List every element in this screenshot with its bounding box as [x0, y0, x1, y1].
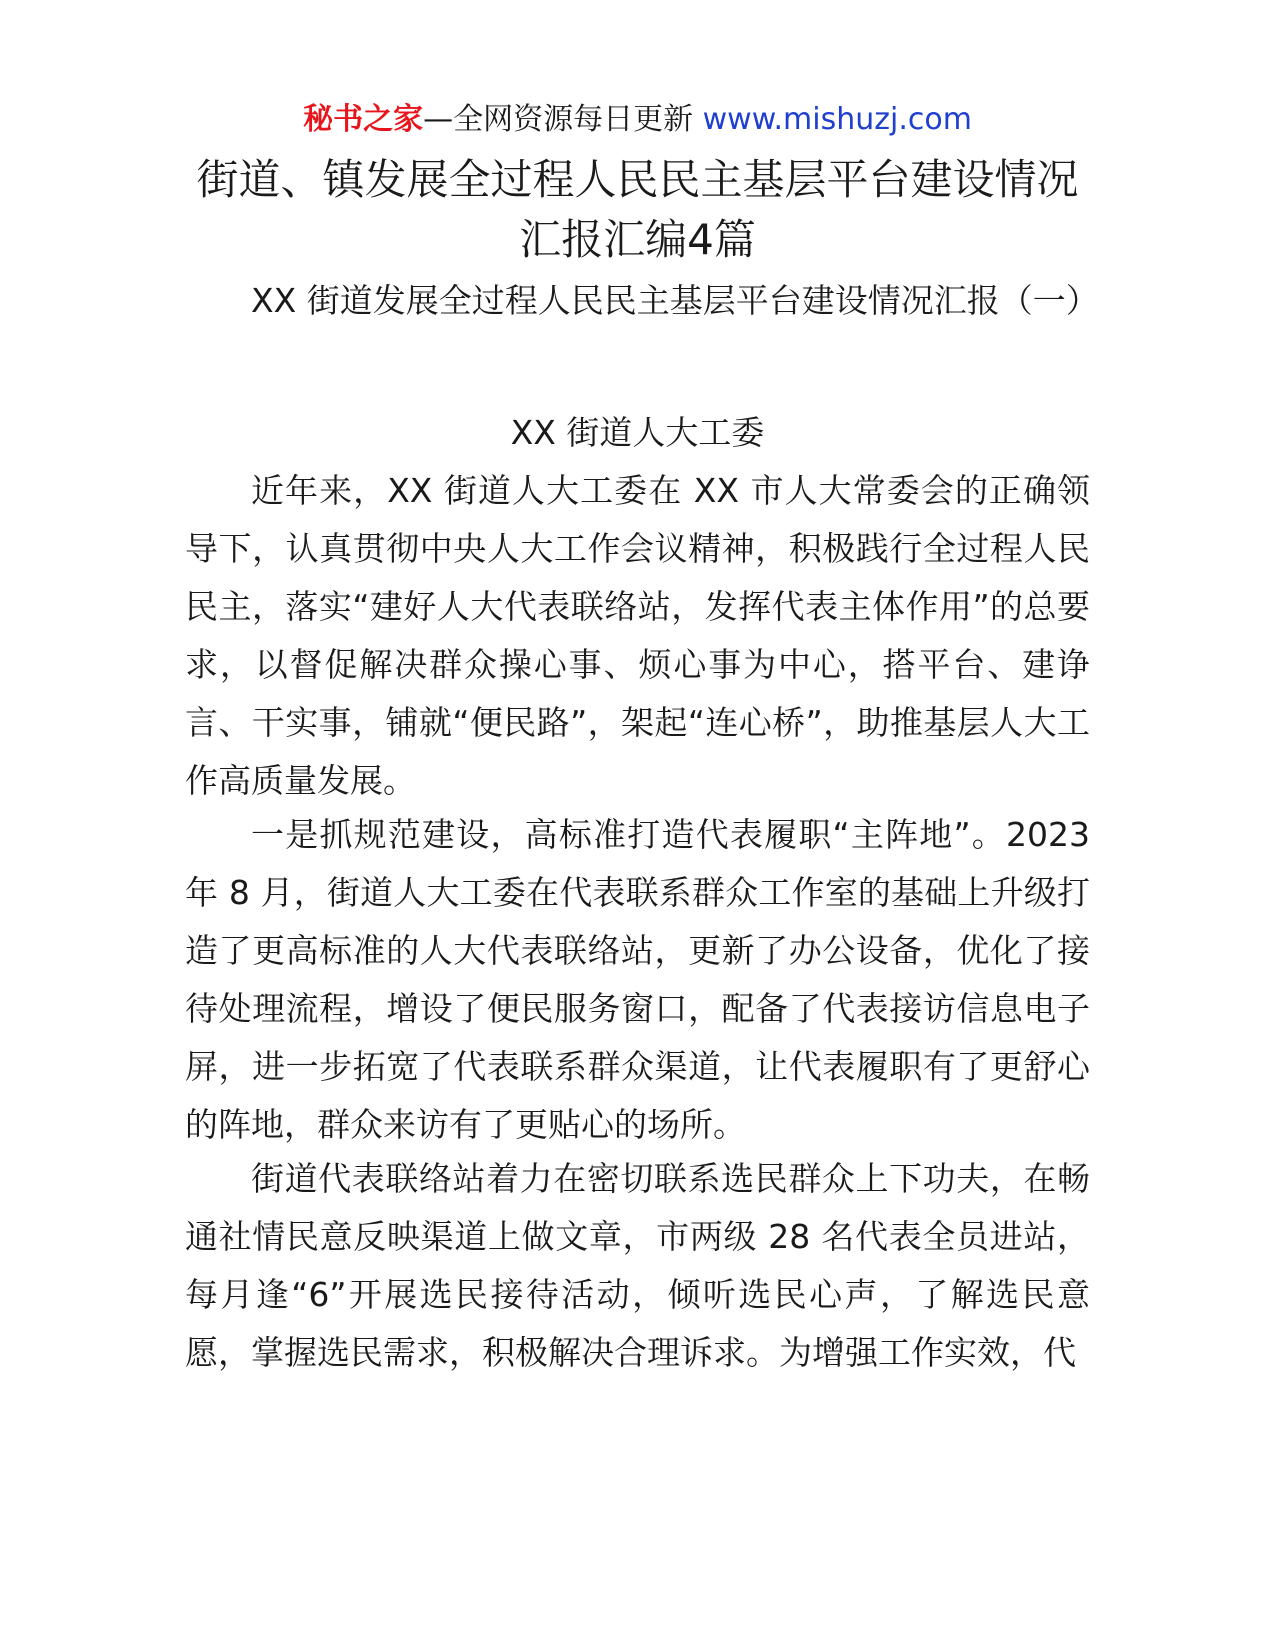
section-heading: XX 街道发展全过程人民民主基层平台建设情况汇报（一）: [251, 281, 1099, 320]
header-slogan: —全网资源每日更新: [423, 102, 694, 137]
paragraph-liaison-station: 街道代表联络站着力在密切联系选民群众上下功夫，在畅通社情民意反映渠道上做文章，市两级 28 名代表全员进站，每月逢“6”开展选民接待活动，倾听选民心声，了解选民意愿，掌握选民需求，积极解决合理诉求。为增强工作实效，代: [185, 1159, 1090, 1372]
brand-name: 秘书之家: [303, 102, 424, 137]
site-url-link[interactable]: www.mishuzj.com: [702, 102, 972, 137]
paragraph-point-one: 一是抓规范建设，高标准打造代表履职“主阵地”。2023 年 8 月，街道人大工委在代表联系群众工作室的基础上升级打造了更高标准的人大代表联络站，更新了办公设备，优化了接待处理流程，增设了便民服务窗口，配备了代表接访信息电子屏，进一步拓宽了代表联系群众渠道，让代表履职有了更舒心的阵地，群众来访有了更贴心的场所。: [185, 815, 1090, 1144]
document-title: 街道、镇发展全过程人民民主基层平台建设情况汇报汇编4篇: [196, 155, 1079, 264]
paragraph-intro: 近年来，XX 街道人大工委在 XX 市人大常委会的正确领导下，认真贯彻中央人大工作会议精神，积极践行全过程人民民主，落实“建好人大代表联络站，发挥代表主体作用”的总要求，以督促解决群众操心事、烦心事为中心，搭平台、建诤言、干实事，铺就“便民路”，架起“连心桥”，助推基层人大工作高质量发展。: [185, 471, 1090, 800]
document-author: XX 街道人大工委: [510, 413, 765, 452]
site-header: [0, 100, 1275, 140]
